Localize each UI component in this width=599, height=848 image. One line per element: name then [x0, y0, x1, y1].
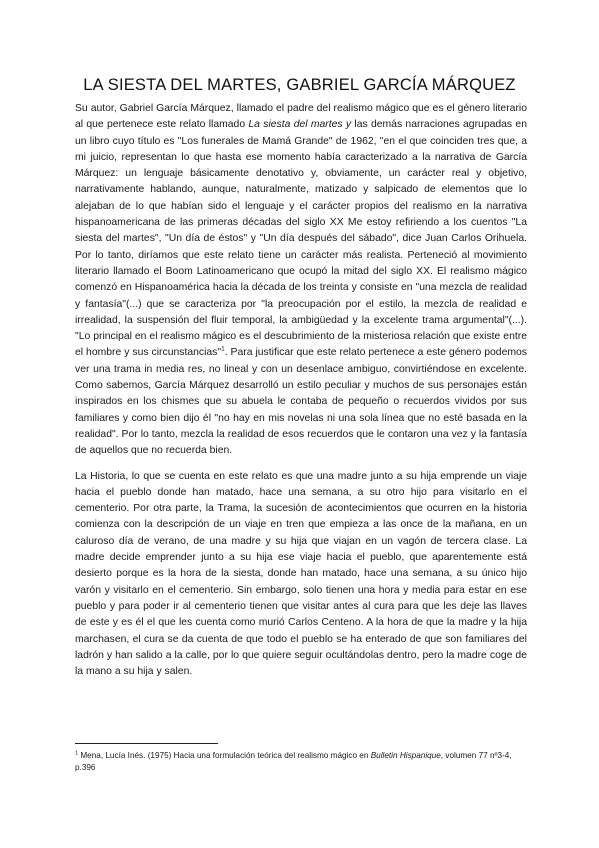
paragraph-1-text-c: . Para justificar que este relato pertenece a este género podemos ver una trama in media res, no lineal y con un desenlace ambiguo, convirtiéndose en excelente. Como sabemos, García Márquez desarrolló un estilo peculiar y muchos de sus personajes están inspirados en los chismes que su abuela le contaba de pequeño o recuerdos vividos por sus familiares y como bien dijo él "no hay en mis novelas ni una sola línea que no esté basada en la realidad". Por lo tanto, mezcla la realidad de esos recuerdos que le contaron una vez y la fantasía de aquellos que no recuerda bien. — [75, 347, 527, 457]
footnote-divider — [75, 743, 218, 744]
book-title-italic: La siesta del martes y — [248, 119, 352, 131]
document-title: LA SIESTA DEL MARTES, GABRIEL GARCÍA MÁRQUEZ — [83, 76, 516, 94]
footnote-number: 1 — [75, 750, 79, 757]
document-body — [75, 101, 527, 689]
paragraph-1-text-a: Su autor, Gabriel García Márquez, llamado el padre del realismo mágico que es el género literario al que pertenece este relato llamado — [75, 103, 527, 131]
footnote-text-a: Mena, Lucía Inés. (1975) Hacia una formulación teórica del realismo mágico en — [78, 751, 371, 760]
footnote-reference[interactable]: 1 — [221, 345, 225, 353]
footnote — [75, 750, 527, 774]
paragraph-1 — [75, 101, 527, 460]
footnote-journal-italic: Bulletin Hispanique — [370, 751, 441, 760]
paragraph-1-text-b: las demás narraciones agrupadas en un libro cuyo título es "Los funerales de Mamá Grande" de 1962, "en el que coinciden tres que, a mi juicio, representan lo que hasta ese momento había caracterizado a la narrativa de García Márquez: un lenguaje básicamente denotativo y, obviamente, un carácter real y objetivo, narrativamente hablando, aunque, naturalmente, matizado y salpicado de elementos que lo alejaban de lo que habían sido el lenguaje y el carácter propios del realismo en la narrativa hispanoamericana de las primeras décadas del siglo XX Me estoy refiriendo a los cuentos "La siesta del martes", "Un día de éstos" y "Un día después del sábado", dice Juan Carlos Orihuela. Por lo tanto, diríamos que este relato tiene un carácter más realista. Perteneció al movimiento literario llamado el Boom Latinoamericano que ocupó la mitad del siglo XX. El realismo mágico comenzó en Hispanoamérica hacia la década de los treinta y consiste en "una mezcla de realidad y fantasía"(...) que se caracteriza por "la preocupación por el estilo, la mezcla de realidad e irrealidad, la suspensión del fluir temporal, la ambigüedad y la excelente trama argumental"(...). "Lo principal en el realismo mágico es el descubrimiento de la misteriosa relación que existe entre el hombre y sus circunstancias" — [75, 119, 527, 359]
paragraph-2: La Historia, lo que se cuenta en este relato es que una madre junto a su hija emprende un viaje hacia el pueblo donde han matado, hace una semana, a su otro hijo para visitarlo en el cementerio. Por otra parte, la Trama, la sucesión de acontecimientos que ocurren en la historia comienza con la descripción de un viaje en tren que empieza a las once de la mañana, en un caluroso día de verano, de una madre y su hija que viajan en un vagón de tercera clase. La madre decide emprender junto a su hija ese viaje hacia el pueblo, que aparentemente está desierto porque es la hora de la siesta, donde han matado, hace una semana, a su único hijo varón y visitarlo en el cementerio. Sin embargo, solo tienen una hora y media para estar en ese pueblo y para poder ir al cementerio tienen que visitar antes al cura para que les deje las llaves de este y es él el que les cuenta como murió Carlos Centeno. A la hora de que la madre y la hija marchasen, el cura se da cuenta de que todo el pueblo se ha enterado de que son familiares del ladrón y han salido a la calle, por lo que quiere seguir ocultándolas dentro, pero la madre coge de la mano a su hija y salen. — [75, 470, 527, 678]
footnote-text-b: , volumen 77 nº3-4, p.396 — [75, 751, 512, 772]
